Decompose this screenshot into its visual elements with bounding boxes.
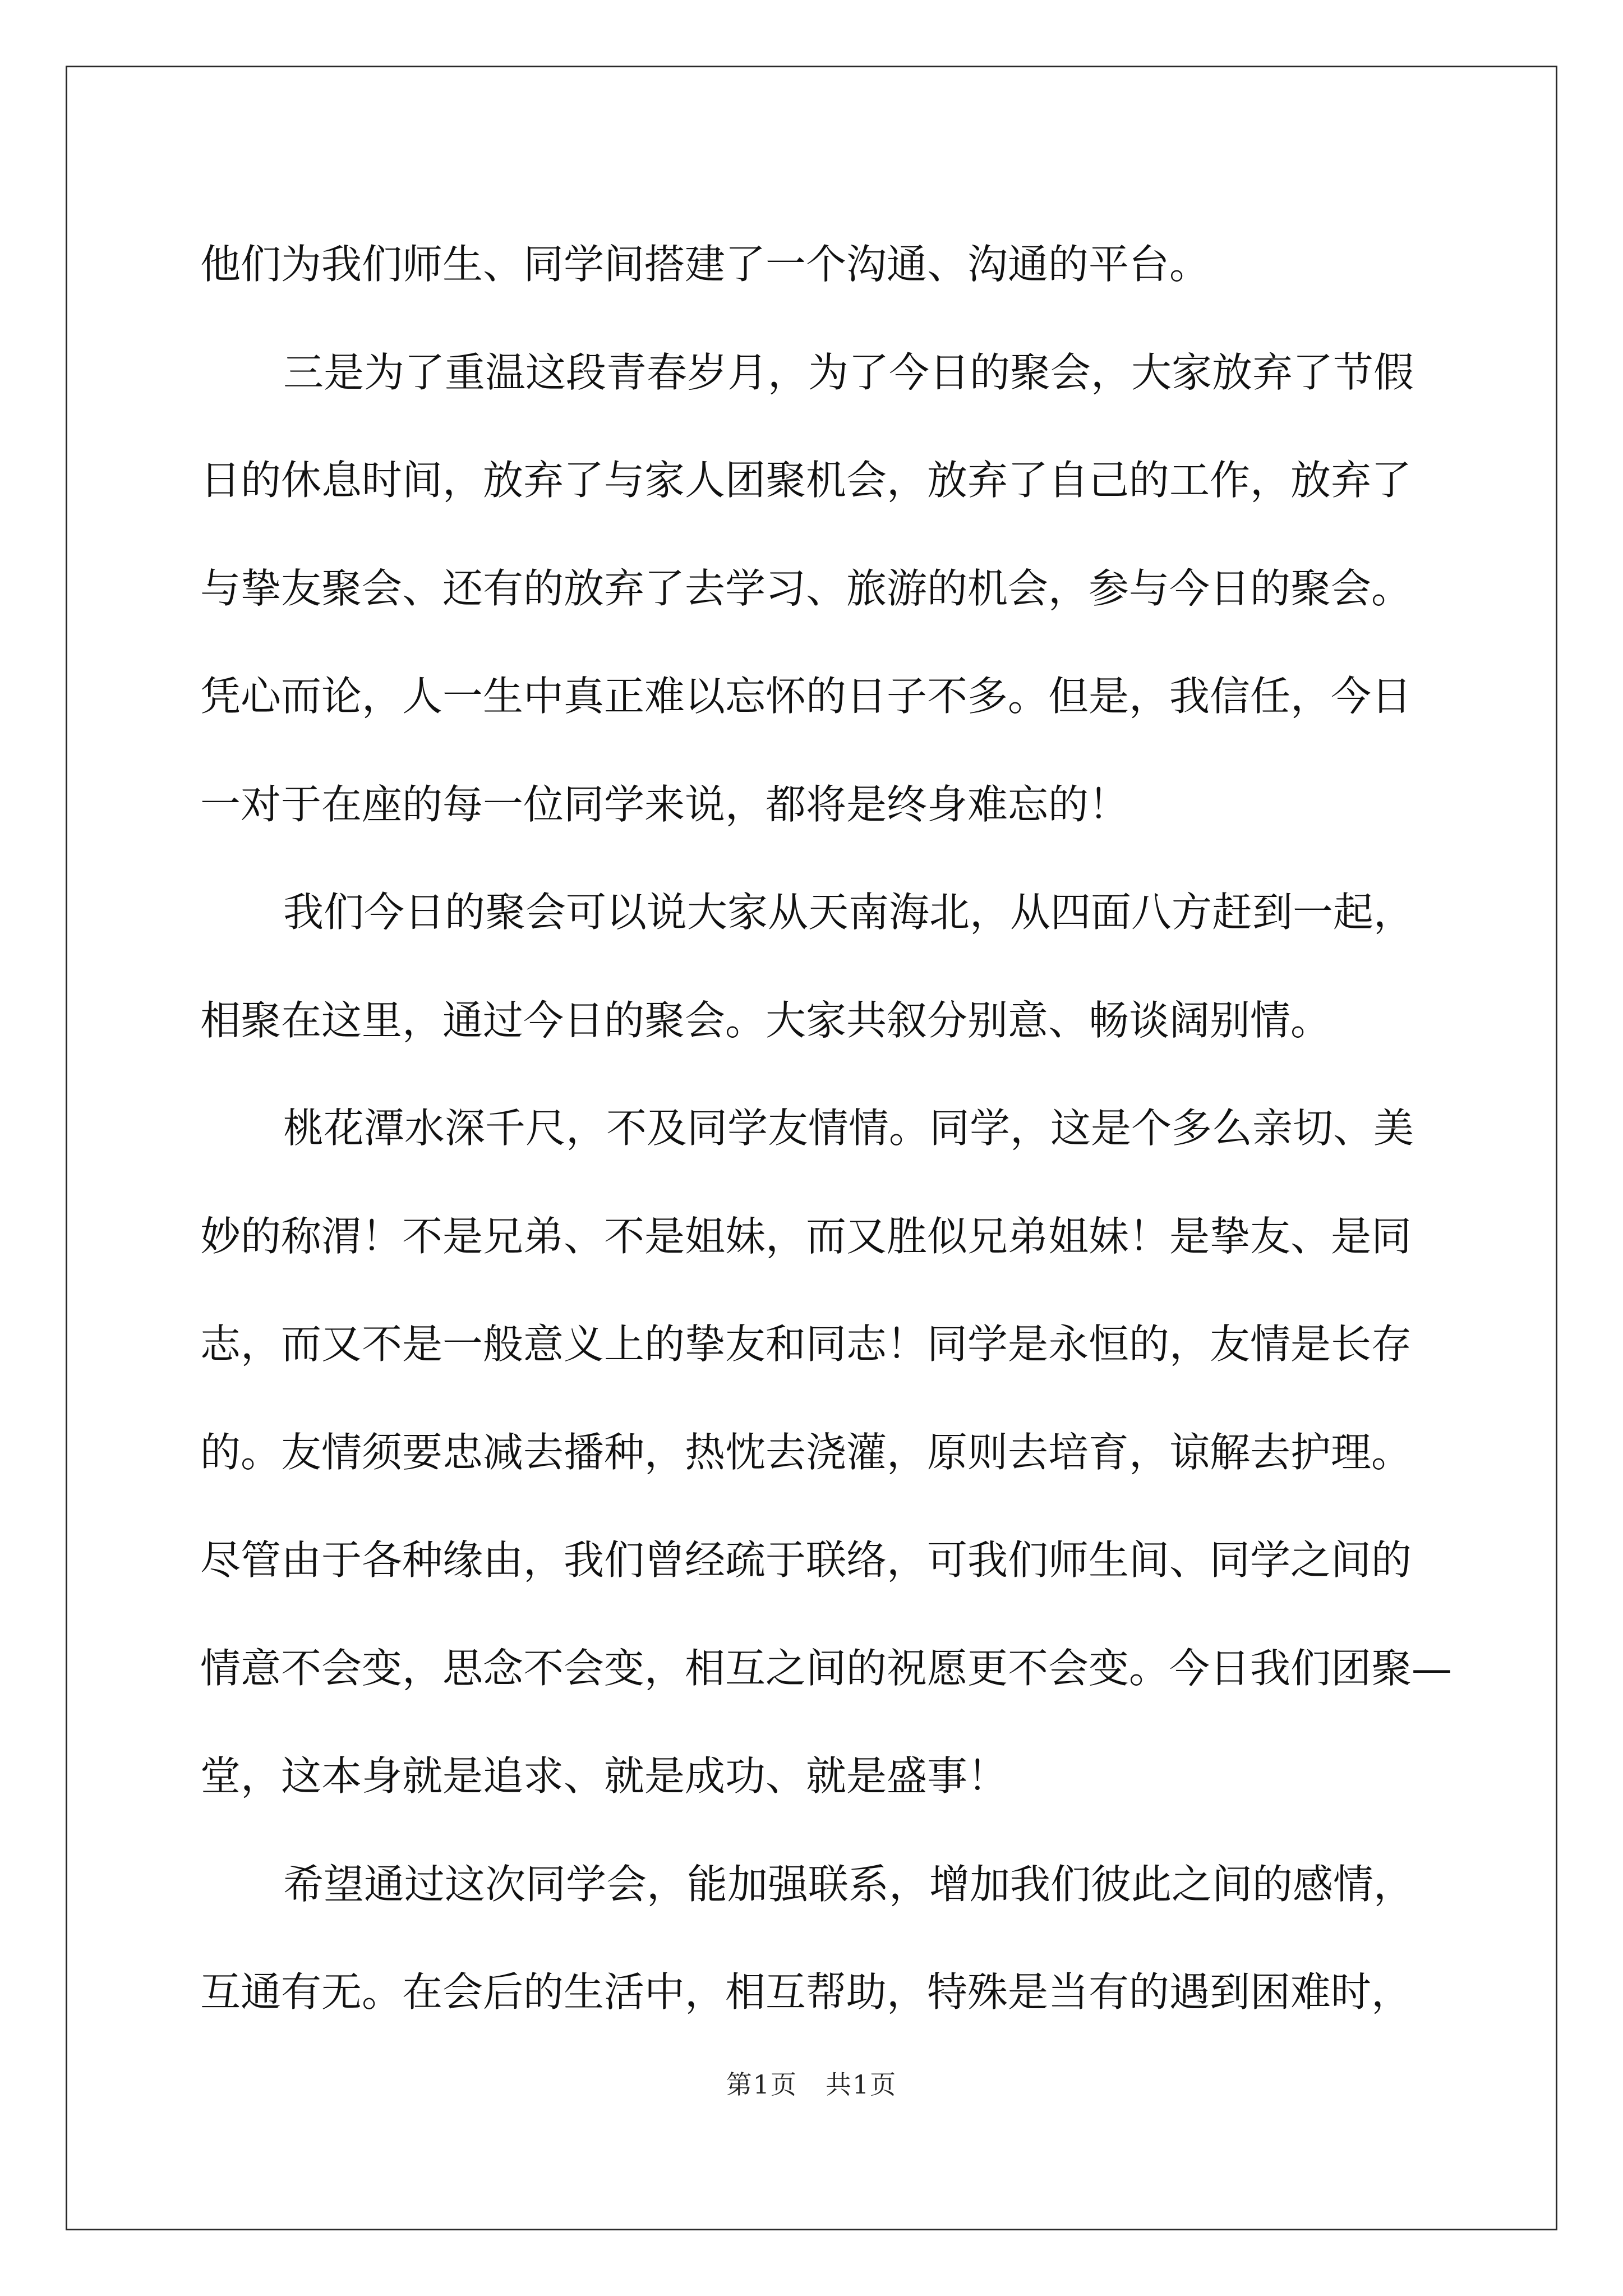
text-line: 我们今日的聚会可以说大家从天南海北，从四面八方赶到一起， xyxy=(283,889,1414,936)
text-line: 的。友情须要忠减去播种，热忱去浇灌，原则去培育，谅解去护理。 xyxy=(200,1428,1412,1476)
text-line: 尽管由于各种缘由，我们曾经疏于联络，可我们师生间、同学之间的 xyxy=(200,1536,1412,1584)
text-line: 互通有无。在会后的生活中，相互帮助，特殊是当有的遇到困难时， xyxy=(200,1968,1412,2016)
text-line: 三是为了重温这段青春岁月，为了今日的聚会，大家放弃了节假 xyxy=(283,348,1414,396)
page-total: 共1页 xyxy=(826,2069,897,2100)
text-line: 与挚友聚会、还有的放弃了去学习、旅游的机会，参与今日的聚会。 xyxy=(200,564,1412,612)
page-number: 第1页 xyxy=(726,2069,797,2100)
text-line: 日的休息时间，放弃了与家人团聚机会，放弃了自己的工作，放弃了 xyxy=(200,457,1412,504)
text-line: 志，而又不是一般意义上的挚友和同志！同学是永恒的，友情是长存 xyxy=(200,1320,1412,1368)
text-line: 相聚在这里，通过今日的聚会。大家共叙分别意、畅谈阔别情。 xyxy=(200,996,1331,1044)
text-line: 他们为我们师生、同学间搭建了一个沟通、沟通的平台。 xyxy=(200,241,1210,288)
text-line: 桃花潭水深千尺，不及同学友情情。同学，这是个多么亲切、美 xyxy=(283,1105,1414,1152)
document-body xyxy=(200,210,1453,2046)
text-line: 希望通过这次同学会，能加强联系，增加我们彼此之间的感情， xyxy=(283,1860,1414,1908)
text-line: 妙的称渭！不是兄弟、不是姐妹，而又胜似兄弟姐妹！是挚友、是同 xyxy=(200,1212,1412,1260)
text-line: 堂，这本身就是追求、就是成功、就是盛事！ xyxy=(200,1752,1008,1800)
text-line: 一对于在座的每一位同学来说，都将是终身难忘的！ xyxy=(200,780,1129,828)
page-footer xyxy=(0,2064,1623,2101)
text-line: 情意不会变，思念不会变，相互之间的祝愿更不会变。今日我们团聚— xyxy=(200,1644,1453,1692)
text-line: 凭心而论，人一生中真正难以忘怀的日子不多。但是，我信任，今日 xyxy=(200,673,1412,720)
